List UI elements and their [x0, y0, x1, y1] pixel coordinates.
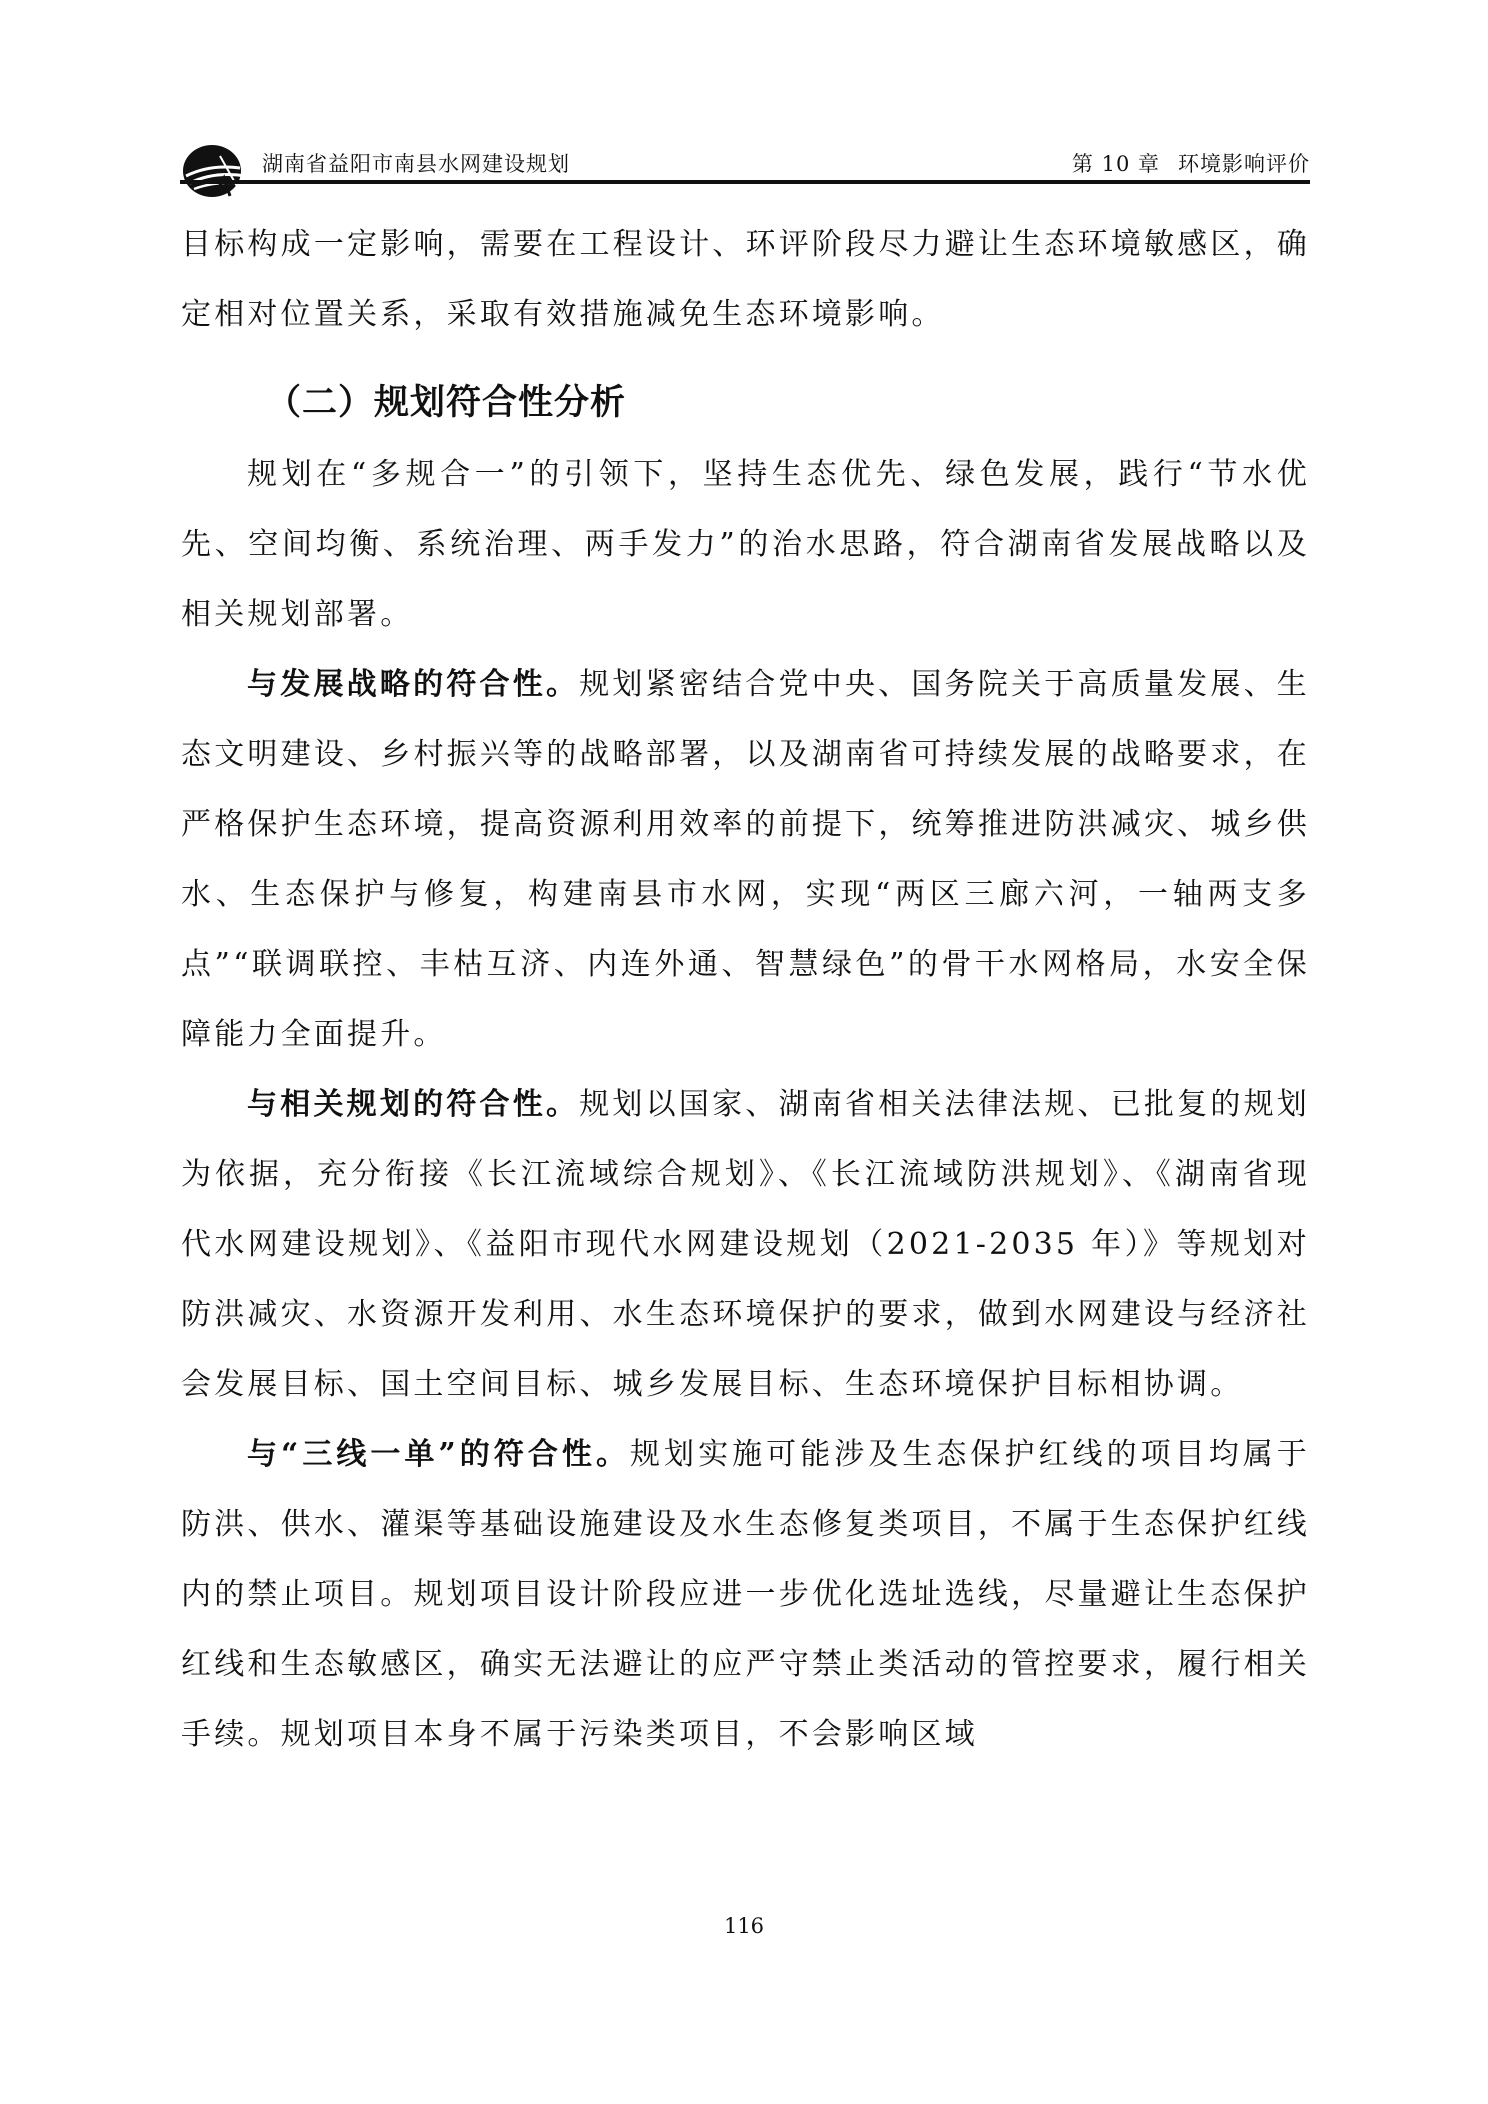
document-title: 湖南省益阳市南县水网建设规划 — [262, 152, 570, 176]
plans-paragraph — [181, 1070, 1310, 1420]
chapter-number: 第 10 章 — [1071, 152, 1160, 176]
page-body — [181, 210, 1310, 1770]
three-lines-lead: 与“三线一单”的符合性。 — [247, 1437, 631, 1472]
page-number: 116 — [723, 1914, 765, 1938]
plans-text: 规划以国家、湖南省相关法律法规、已批复的规划为依据，充分衔接《长江流域综合规划》、《长江流域防洪规划》、《湖南省现代水网建设规划》、《益阳市现代水网建设规划（2021-2035 年）》等规划对防洪减灾、水资源开发利用、水生态环境保护的要求，做到水网建设与经济社会发展目标、国土空间目标、城乡发展目标、生态环境保护目标相协调。 — [181, 1087, 1311, 1402]
three-lines-text: 规划实施可能涉及生态保护红线的项目均属于防洪、供水、灌渠等基础设施建设及水生态修复类项目，不属于生态保护红线内的禁止项目。规划项目设计阶段应进一步优化选址选线，尽量避让生态保护红线和生态敏感区，确实无法避让的应严守禁止类活动的管控要求，履行相关手续。规划项目本身不属于污染类项目，不会影响区域 — [181, 1437, 1310, 1752]
strategy-text: 规划紧密结合党中央、国务院关于高质量发展、生态文明建设、乡村振兴等的战略部署，以及湖南省可持续发展的战略要求，在严格保护生态环境，提高资源利用效率的前提下，统筹推进防洪减灾、城乡供水、生态保护与修复，构建南县市水网，实现“两区三廊六河，一轴两支多点”“联调联控、丰枯互济、内连外通、智慧绿色”的骨干水网格局，水安全保障能力全面提升。 — [181, 667, 1311, 1052]
intro-paragraph: 规划在“多规合一”的引领下，坚持生态优先、绿色发展，践行“节水优先、空间均衡、系统治理、两手发力”的治水思路，符合湖南省发展战略以及相关规划部署。 — [181, 457, 1310, 632]
continuation-paragraph: 目标构成一定影响，需要在工程设计、环评阶段尽力避让生态环境敏感区，确定相对位置关系，采取有效措施减免生态环境影响。 — [181, 227, 1310, 332]
plans-lead: 与相关规划的符合性。 — [247, 1087, 580, 1122]
section-heading: （二）规划符合性分析 — [266, 383, 627, 423]
strategy-lead: 与发展战略的符合性。 — [247, 667, 580, 702]
logo-icon — [180, 138, 258, 198]
chapter-title: 环境影响评价 — [1178, 152, 1310, 176]
three-lines-paragraph — [181, 1420, 1310, 1770]
page-header — [180, 128, 1310, 186]
strategy-paragraph — [181, 650, 1310, 1070]
chapter-label — [1072, 148, 1310, 178]
header-rule — [180, 180, 1310, 184]
